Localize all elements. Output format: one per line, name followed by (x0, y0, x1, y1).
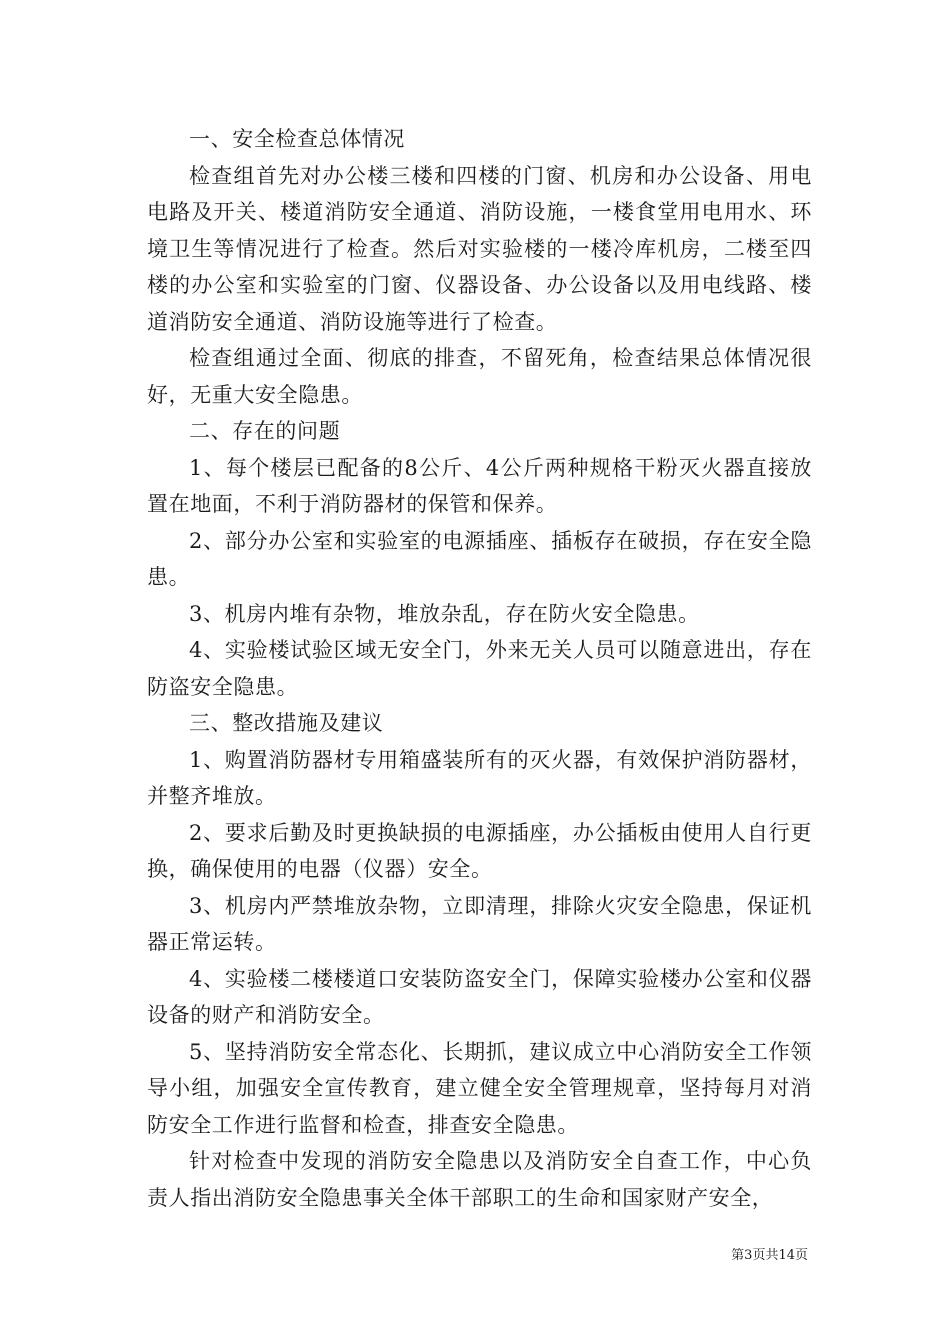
list-item: 4、实验楼试验区域无安全门，外来无关人员可以随意进出，存在防盗安全隐患。 (147, 638, 812, 699)
list-item: 5、坚持消防安全常态化、长期抓，建议成立中心消防安全工作领导小组，加强安全宣传教育，建立健全安全管理规章，坚持每月对消防安全工作进行监督和检查，排查安全隐患。 (147, 1039, 812, 1137)
section-heading-3: 三、整改措施及建议 (189, 711, 384, 735)
paragraph: 检查组首先对办公楼三楼和四楼的门窗、机房和办公设备、用电电路及开关、楼道消防安全通道、消防设施，一楼食堂用电用水、环境卫生等情况进行了检查。然后对实验楼的一楼冷库机房，二楼至四楼的办公室和实验室的门窗、仪器设备、办公设备以及用电线路、楼道消防安全通道、消防设施等进行了检查。 (147, 163, 812, 334)
list-item: 3、机房内严禁堆放杂物，立即清理，排除火灾安全隐患，保证机器正常运转。 (147, 893, 812, 954)
list-item: 2、要求后勤及时更换缺损的电源插座，办公插板由使用人自行更换，确保使用的电器（仪器）安全。 (147, 820, 812, 881)
list-item: 2、部分办公室和实验室的电源插座、插板存在破损，存在安全隐患。 (147, 528, 812, 589)
page-number-footer: 第3页共14页 (731, 1248, 808, 1263)
list-item: 1、购置消防器材专用箱盛装所有的灭火器，有效保护消防器材，并整齐堆放。 (147, 747, 812, 808)
document-body (147, 121, 812, 1216)
paragraph: 检查组通过全面、彻底的排查，不留死角，检查结果总体情况很好，无重大安全隐患。 (147, 346, 812, 407)
list-item: 4、实验楼二楼楼道口安装防盗安全门，保障实验楼办公室和仪器设备的财产和消防安全。 (147, 966, 812, 1027)
list-item: 3、机房内堆有杂物，堆放杂乱，存在防火安全隐患。 (189, 601, 700, 626)
section-heading-2: 二、存在的问题 (189, 419, 341, 443)
paragraph: 针对检查中发现的消防安全隐患以及消防安全自查工作，中心负责人指出消防安全隐患事关全体干部职工的生命和国家财产安全， (147, 1149, 812, 1210)
section-heading-1: 一、安全检查总体情况 (189, 127, 405, 151)
list-item: 1、每个楼层已配备的8公斤、4公斤两种规格干粉灭火器直接放置在地面，不利于消防器材的保管和保养。 (147, 455, 812, 516)
